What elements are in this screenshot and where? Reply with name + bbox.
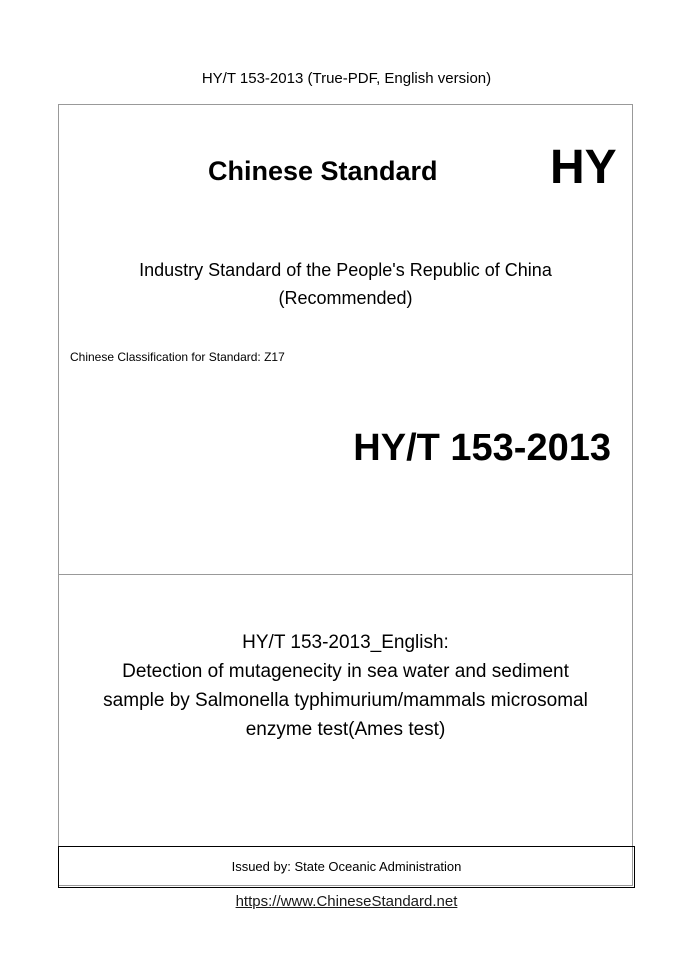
cover-frame (58, 104, 633, 886)
standard-number: HY/T 153-2013 (353, 427, 611, 469)
classification-label: Chinese Classification for Standard: Z17 (70, 350, 285, 364)
cover-title: Chinese Standard (208, 156, 438, 186)
page-header: HY/T 153-2013 (True-PDF, English version) (201, 70, 492, 87)
industry-line-1: Industry Standard of the People's Republic of China (139, 260, 552, 280)
doc-title-line-3: sample by Salmonella typhimurium/mammals microsomal (103, 690, 588, 711)
industry-line-2: (Recommended) (278, 288, 413, 308)
cover-divider (58, 574, 633, 575)
website-link[interactable]: https://www.ChineseStandard.net (235, 893, 458, 910)
doc-title-line-4: enzyme test(Ames test) (245, 719, 446, 740)
doc-title-line-2: Detection of mutagenecity in sea water and sediment (122, 661, 569, 682)
issuer-box (58, 846, 635, 888)
cover-code: HY (550, 141, 617, 194)
issuer-text: Issued by: State Oceanic Administration (231, 859, 462, 874)
doc-title-line-1: HY/T 153-2013_English: (242, 632, 449, 653)
